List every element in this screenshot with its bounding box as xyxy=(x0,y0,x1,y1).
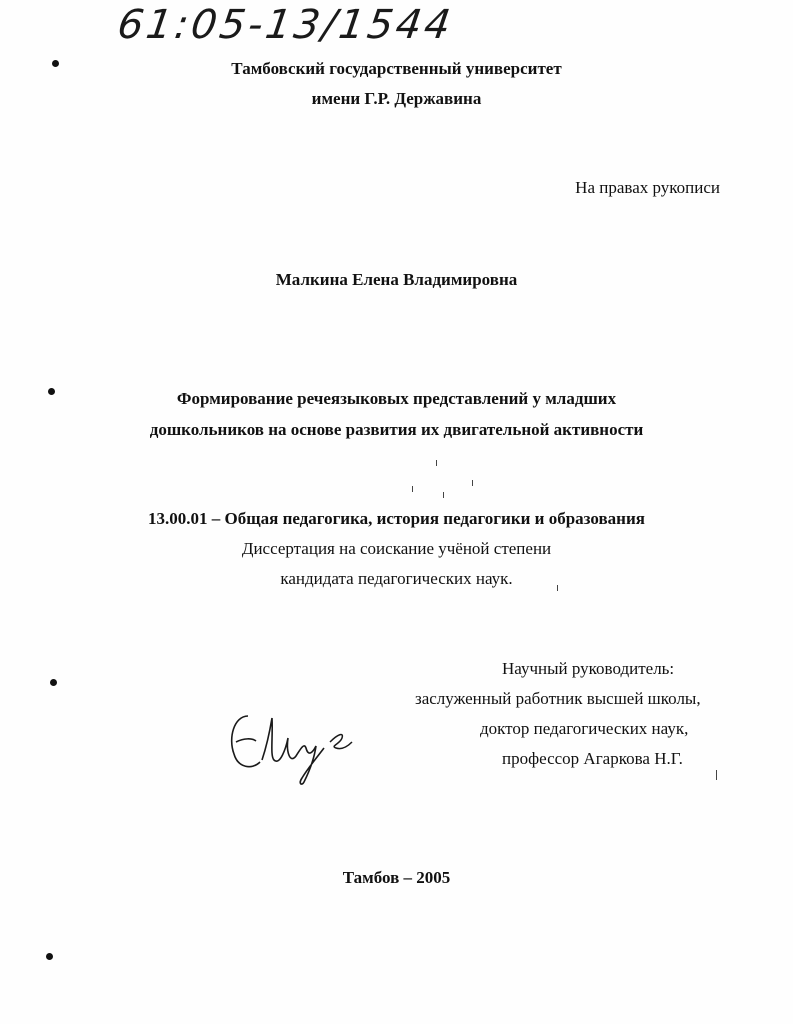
degree-line-2: кандидата педагогических наук. xyxy=(280,569,513,588)
place-and-year: Тамбов – 2005 xyxy=(342,868,451,887)
thesis-title-line-2: дошкольников на основе развития их двигательной активности xyxy=(149,420,644,439)
handwritten-archive-number: 61:05-13/1544 xyxy=(114,2,457,48)
scan-speck xyxy=(716,770,717,780)
university-name: Тамбовский государственный университет xyxy=(231,59,562,78)
degree-line-1: Диссертация на соискание учёной степени xyxy=(241,539,552,558)
scan-hole-mark xyxy=(46,953,53,960)
scan-speck xyxy=(436,460,437,466)
supervisor-title-1: заслуженный работник высшей школы, xyxy=(415,689,701,708)
scan-hole-mark xyxy=(50,679,57,686)
scan-hole-mark xyxy=(52,60,59,67)
manuscript-rights-label: На правах рукописи xyxy=(575,178,720,197)
scan-speck xyxy=(412,486,413,492)
scan-speck xyxy=(557,585,558,591)
supervisor-name: профессор Агаркова Н.Г. xyxy=(502,749,683,768)
scan-speck xyxy=(443,492,444,498)
thesis-title-line-1: Формирование речеязыковых представлений у младших xyxy=(176,389,617,408)
scan-speck xyxy=(472,480,473,486)
handwritten-signature xyxy=(226,708,356,788)
supervisor-label: Научный руководитель: xyxy=(502,659,675,678)
supervisor-title-2: доктор педагогических наук, xyxy=(480,719,689,738)
scan-hole-mark xyxy=(48,388,55,395)
university-named-after: имени Г.Р. Державина xyxy=(311,89,482,108)
specialty-code: 13.00.01 – Общая педагогика, история педагогики и образования xyxy=(148,509,645,528)
author-name: Малкина Елена Владимировна xyxy=(275,270,518,289)
